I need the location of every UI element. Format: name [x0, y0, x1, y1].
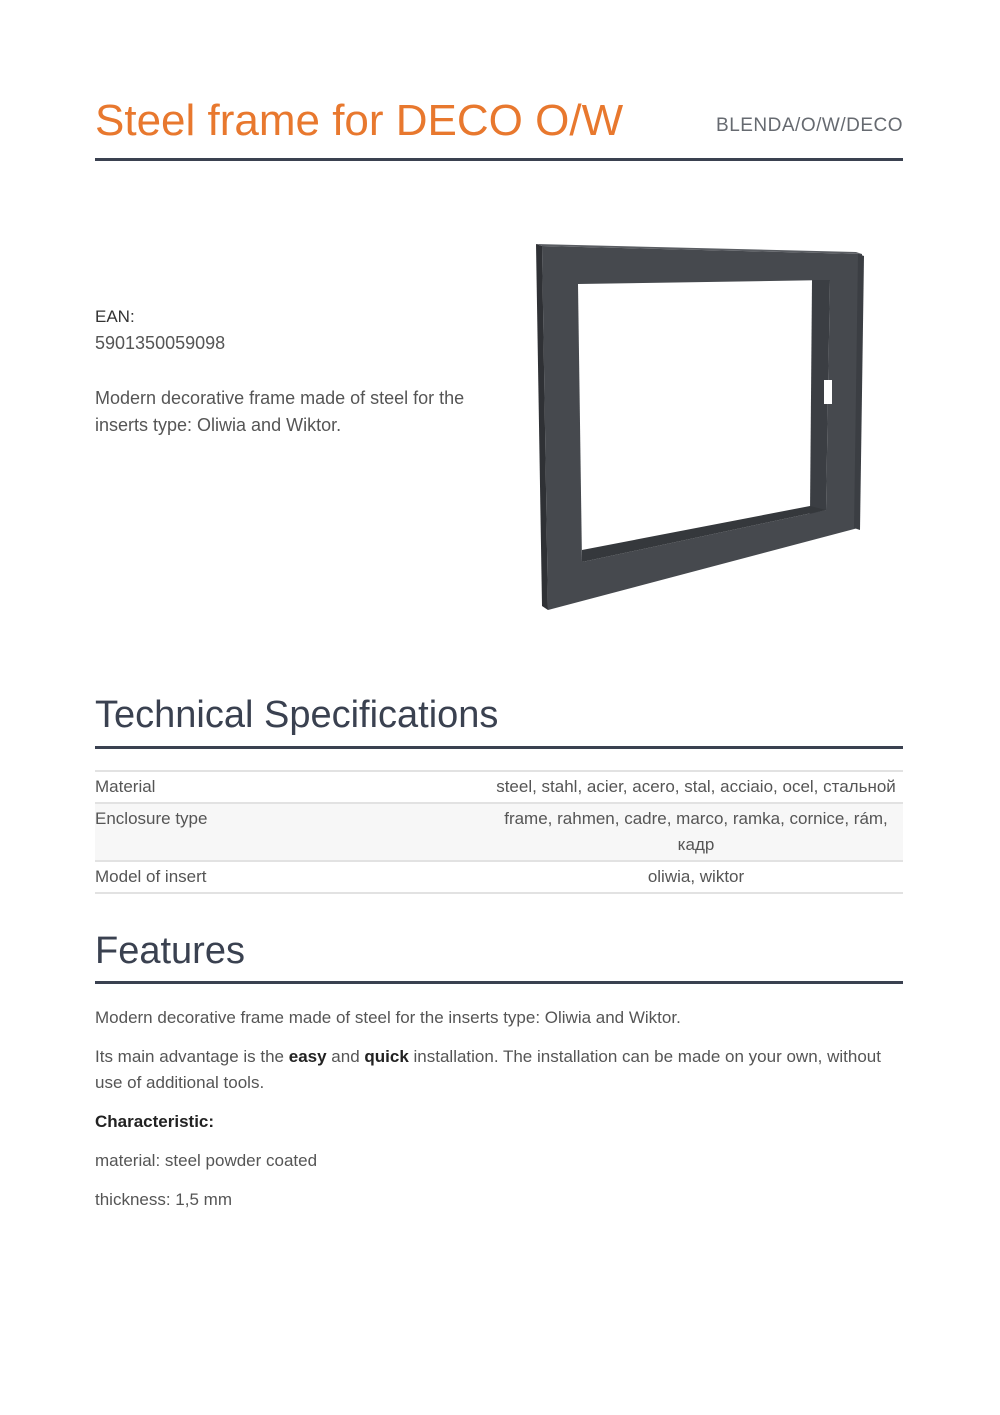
- product-description: Modern decorative frame made of steel for the inserts type: Oliwia and Wiktor.: [95, 388, 465, 435]
- header: [95, 95, 903, 161]
- page-title: Steel frame for DECO O/W: [95, 96, 624, 145]
- table-row: [95, 771, 903, 803]
- features-paragraph-2: [95, 1044, 903, 1096]
- spec-value-enclosure: frame, rahmen, cadre, marco, ramka, cornice, rám, кадр: [504, 809, 888, 854]
- spec-label-model: Model of insert: [95, 867, 207, 886]
- text-span: Its main advantage is the: [95, 1047, 289, 1066]
- features-heading: Features: [95, 930, 245, 972]
- table-row: [95, 803, 903, 861]
- header-divider: [95, 158, 903, 161]
- spec-table: [95, 770, 903, 894]
- characteristic-thickness: thickness: 1,5 mm: [95, 1190, 232, 1209]
- spec-value-model: oliwia, wiktor: [647, 867, 745, 886]
- spec-label-enclosure: Enclosure type: [95, 809, 208, 828]
- spec-value-material: steel, stahl, acier, acero, stal, acciaio, ocel, стальной: [496, 777, 896, 796]
- characteristic-label: Characteristic:: [95, 1112, 215, 1131]
- text-span: and: [326, 1047, 365, 1066]
- ean-label: EAN:: [95, 307, 135, 326]
- product-image: [536, 238, 868, 616]
- features-divider: [95, 981, 903, 984]
- bold-quick: quick: [364, 1047, 409, 1066]
- product-code: BLENDA/O/W/DECO: [716, 115, 903, 136]
- bold-easy: easy: [288, 1047, 327, 1066]
- ean-value: 5901350059098: [95, 333, 226, 353]
- features-paragraph-1: Modern decorative frame made of steel for the inserts type: Oliwia and Wiktor.: [95, 1008, 681, 1027]
- text-span: installation. The installation can be made on your own, without use of additional tools.: [95, 1047, 881, 1092]
- characteristic-material: material: steel powder coated: [95, 1151, 318, 1170]
- specs-heading: Technical Specifications: [95, 694, 499, 736]
- spec-label-material: Material: [95, 777, 156, 796]
- features-body: [95, 1005, 903, 1213]
- specs-divider: [95, 746, 903, 749]
- table-row: [95, 861, 903, 893]
